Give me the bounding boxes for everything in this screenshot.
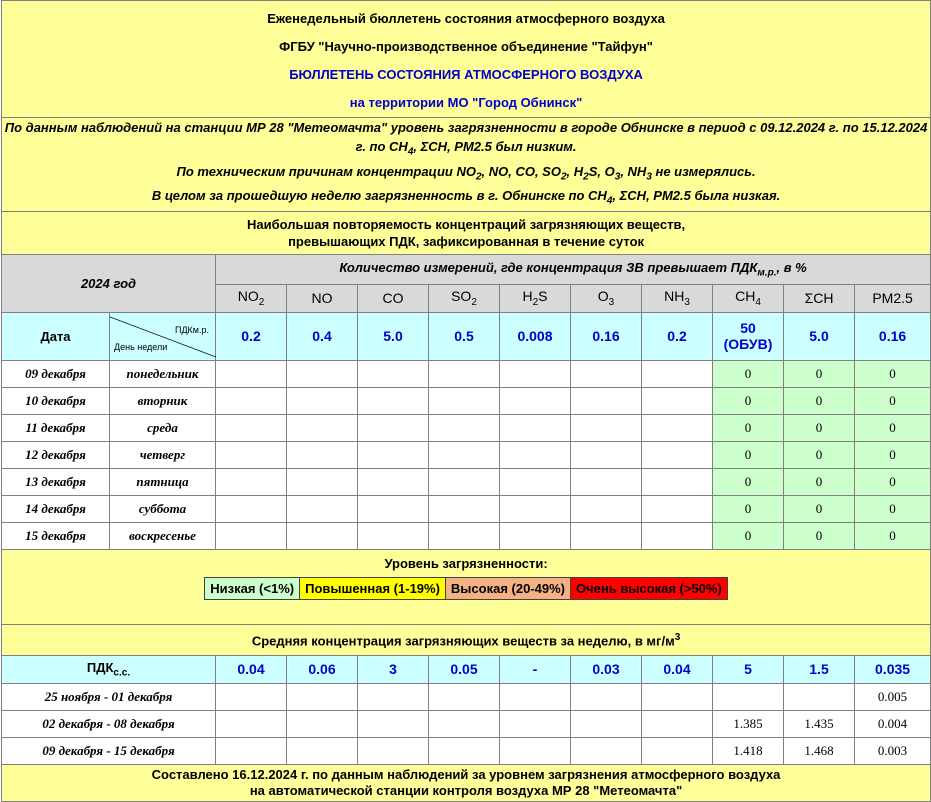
summary-paragraph-3: В целом за прошедшую неделю загрязненность в г. Обнинске по $CH_4$, ΣCH, PM2.5 была низкая. [151, 188, 781, 207]
avg-value [287, 737, 358, 764]
table-row [2, 414, 931, 441]
table-row [2, 522, 931, 549]
avg-value [500, 683, 571, 710]
pollution-levels-section [2, 549, 931, 624]
row-value [642, 522, 713, 549]
pdk-value [216, 312, 287, 360]
avg-value [429, 710, 500, 737]
row-value [358, 522, 429, 549]
avg-pdk-value: 0.04 [642, 655, 713, 683]
repeatability-title [2, 211, 931, 254]
pdk-value-text: 5.0 [809, 328, 829, 345]
avg-period: 25 ноября - 01 декабря [2, 683, 216, 710]
avg-pdk-value: - [500, 655, 571, 683]
row-weekday: воскресенье [110, 522, 216, 549]
pollutant-header: PM2.5 [855, 284, 931, 312]
row-value [429, 495, 500, 522]
pollutant-header: CO [358, 284, 429, 312]
footer-line-2: на автоматической станции контроля воздуха МР 28 "Метеомачта" [249, 782, 683, 798]
pdk-mr-label: ПДКм.р. [174, 324, 209, 335]
row-value: 0 [713, 387, 784, 414]
row-value [358, 414, 429, 441]
row-value [216, 387, 287, 414]
pollutant-header: $CH_4$ [713, 284, 784, 312]
avg-value [287, 683, 358, 710]
row-value [429, 387, 500, 414]
avg-value [216, 683, 287, 710]
row-value [500, 441, 571, 468]
header-line-3: БЮЛЛЕТЕНЬ СОСТОЯНИЯ АТМОСФЕРНОГО ВОЗДУХА [289, 67, 643, 82]
avg-value [642, 737, 713, 764]
row-value: 0 [784, 441, 855, 468]
row-value: 0 [855, 441, 931, 468]
row-value [358, 387, 429, 414]
average-title: Средняя концентрация загрязняющих веществ за неделю, в $мг/м^3$ [2, 624, 931, 655]
avg-row [2, 683, 931, 710]
row-date: 10 декабря [2, 387, 110, 414]
avg-pdk-value: 0.06 [287, 655, 358, 683]
avg-value [571, 710, 642, 737]
pdk-value [287, 312, 358, 360]
year-header: 2024 год [2, 254, 216, 312]
pollutant-header: $O_3$ [571, 284, 642, 312]
pdk-value-text: 0.4 [312, 328, 332, 345]
pdk-value-text: 0.2 [241, 328, 261, 345]
row-value [642, 495, 713, 522]
row-value [216, 468, 287, 495]
row-value [571, 522, 642, 549]
avg-pdk-value: 5 [713, 655, 784, 683]
avg-pdk-value: 1.5 [784, 655, 855, 683]
row-value [571, 360, 642, 387]
avg-row [2, 710, 931, 737]
avg-value [500, 737, 571, 764]
measurements-header: Количество измерений, где концентрация ЗВ превышает $ПДК_{м.р.}$, в % [216, 254, 931, 284]
row-value: 0 [855, 468, 931, 495]
row-value [216, 414, 287, 441]
row-value [429, 414, 500, 441]
bulletin-footer [2, 764, 931, 801]
row-value: 0 [713, 495, 784, 522]
pdk-value [358, 312, 429, 360]
avg-value [500, 710, 571, 737]
avg-value [429, 683, 500, 710]
row-value: 0 [784, 414, 855, 441]
avg-value [642, 710, 713, 737]
row-value [429, 360, 500, 387]
repeatability-title-line-2: превышающих ПДК, зафиксированная в течение суток [288, 233, 645, 249]
row-value [500, 360, 571, 387]
avg-value: 0.005 [855, 683, 931, 710]
avg-period: 02 декабря - 08 декабря [2, 710, 216, 737]
summary-paragraph-1: По данным наблюдений на станции МР 28 "Метеомачта" уровень загрязненности в городе Обнинске в период с 09.12.2024 г. по 15.12.2024 г. по $CH_4$, ΣCH, PM2.5 был низким. [4, 120, 928, 158]
avg-value: 1.418 [713, 737, 784, 764]
bulletin-table [1, 0, 931, 802]
levels-legend [204, 577, 728, 600]
table-row [2, 441, 931, 468]
row-value: 0 [713, 441, 784, 468]
avg-value: 1.468 [784, 737, 855, 764]
pdk-ch4-note: (ОБУВ) [723, 336, 773, 353]
row-value [571, 468, 642, 495]
avg-value [784, 683, 855, 710]
row-value [216, 522, 287, 549]
row-value: 0 [713, 414, 784, 441]
row-value [429, 468, 500, 495]
pdk-value [713, 312, 784, 360]
pdk-value-text: 0.2 [667, 328, 687, 345]
row-weekday: четверг [110, 441, 216, 468]
row-value [287, 522, 358, 549]
row-value [571, 441, 642, 468]
row-date: 15 декабря [2, 522, 110, 549]
row-date: 11 декабря [2, 414, 110, 441]
pollutant-header: NO [287, 284, 358, 312]
footer-line-1: Составлено 16.12.2024 г. по данным наблюдений за уровнем загрязнения атмосферного воздуха [151, 766, 781, 782]
row-value [287, 414, 358, 441]
pdk-value [784, 312, 855, 360]
pdk-value-text: 5.0 [383, 328, 403, 345]
row-value [500, 414, 571, 441]
pdk-value [642, 312, 713, 360]
row-value [216, 441, 287, 468]
row-value [287, 468, 358, 495]
row-weekday: вторник [110, 387, 216, 414]
row-value [642, 387, 713, 414]
row-weekday: суббота [110, 495, 216, 522]
row-weekday: понедельник [110, 360, 216, 387]
row-date: 13 декабря [2, 468, 110, 495]
row-date: 14 декабря [2, 495, 110, 522]
avg-value: 0.003 [855, 737, 931, 764]
header-line-4: на территории МО "Город Обнинск" [349, 95, 583, 110]
row-value [571, 495, 642, 522]
row-value: 0 [713, 522, 784, 549]
level-item: Повышенная (1-19%) [300, 577, 446, 599]
pdk-value-text: 0.16 [592, 328, 620, 345]
avg-value [287, 710, 358, 737]
avg-value [358, 710, 429, 737]
row-value: 0 [855, 495, 931, 522]
summary-text [2, 118, 931, 212]
row-value [500, 468, 571, 495]
avg-value [358, 683, 429, 710]
row-value: 0 [784, 495, 855, 522]
avg-pdk-value: 0.04 [216, 655, 287, 683]
level-item: Низкая (<1%) [205, 577, 300, 599]
row-value [358, 468, 429, 495]
weekday-label: День недели [114, 341, 168, 352]
levels-title: Уровень загрязненности: [384, 555, 548, 571]
pdk-value [571, 312, 642, 360]
avg-pdk-value: 0.05 [429, 655, 500, 683]
summary-paragraph-2: По техническим причинам концентрации $NO_2$, NO, CO, $SO_2$, $H_2S$, $O_3$, $NH_3$ не измерялись. [176, 163, 756, 183]
avg-value [571, 683, 642, 710]
pdk-value [429, 312, 500, 360]
row-value [358, 360, 429, 387]
bulletin-header [2, 1, 931, 118]
avg-pdk-value: 0.03 [571, 655, 642, 683]
repeatability-title-line-1: Наибольшая повторяемость концентраций загрязняющих веществ, [247, 216, 686, 232]
table-row [2, 495, 931, 522]
pollutant-header: $NO_2$ [216, 284, 287, 312]
pollutant-header: $SO_2$ [429, 284, 500, 312]
row-value: 0 [855, 387, 931, 414]
row-value [287, 360, 358, 387]
avg-pdk-value: 3 [358, 655, 429, 683]
row-value [358, 495, 429, 522]
row-value: 0 [713, 468, 784, 495]
pdk-value [855, 312, 931, 360]
row-value [216, 360, 287, 387]
avg-value: 1.385 [713, 710, 784, 737]
row-value: 0 [855, 414, 931, 441]
table-row [2, 387, 931, 414]
table-row [2, 360, 931, 387]
avg-value: 1.435 [784, 710, 855, 737]
row-value [642, 468, 713, 495]
avg-pdk-value: 0.035 [855, 655, 931, 683]
row-value [429, 441, 500, 468]
row-weekday: среда [110, 414, 216, 441]
row-value [358, 441, 429, 468]
avg-value [216, 737, 287, 764]
row-value: 0 [855, 522, 931, 549]
avg-value [713, 683, 784, 710]
row-value [287, 387, 358, 414]
row-date: 09 декабря [2, 360, 110, 387]
avg-value [358, 737, 429, 764]
avg-period: 09 декабря - 15 декабря [2, 737, 216, 764]
pdk-value-text: 0.5 [454, 328, 474, 345]
avg-value [571, 737, 642, 764]
row-value: 0 [784, 522, 855, 549]
row-value: 0 [713, 360, 784, 387]
level-item: Высокая (20-49%) [445, 577, 570, 599]
pdk-weekday-header [110, 312, 216, 360]
row-value: 0 [855, 360, 931, 387]
header-line-2: ФГБУ "Научно-производственное объединение "Тайфун" [279, 39, 653, 54]
row-value [571, 414, 642, 441]
pollutant-header: $H_2S$ [500, 284, 571, 312]
row-value [429, 522, 500, 549]
pollutant-header: ΣCH [784, 284, 855, 312]
avg-value: 0.004 [855, 710, 931, 737]
row-value: 0 [784, 360, 855, 387]
avg-value [216, 710, 287, 737]
row-value [642, 360, 713, 387]
row-value [642, 414, 713, 441]
avg-row [2, 737, 931, 764]
row-value [500, 495, 571, 522]
date-column-header: Дата [2, 312, 110, 360]
pdk-value-text: 50 [740, 320, 756, 337]
header-line-1: Еженедельный бюллетень состояния атмосферного воздуха [267, 11, 665, 26]
row-value [571, 387, 642, 414]
pdk-ss-label: $ПДК_{с.с.}$ [2, 655, 216, 683]
row-value [287, 495, 358, 522]
row-value [287, 441, 358, 468]
row-value [500, 522, 571, 549]
row-date: 12 декабря [2, 441, 110, 468]
pdk-value-text: 0.008 [517, 328, 553, 345]
avg-value [642, 683, 713, 710]
diagonal-divider [110, 313, 216, 361]
pollutant-header: $NH_3$ [642, 284, 713, 312]
level-item: Очень высокая (>50%) [570, 577, 727, 599]
row-value [642, 441, 713, 468]
pdk-value [500, 312, 571, 360]
row-value: 0 [784, 387, 855, 414]
table-row [2, 468, 931, 495]
avg-value [429, 737, 500, 764]
row-value [500, 387, 571, 414]
row-value [216, 495, 287, 522]
row-weekday: пятница [110, 468, 216, 495]
row-value: 0 [784, 468, 855, 495]
pdk-value-text: 0.16 [878, 328, 907, 345]
